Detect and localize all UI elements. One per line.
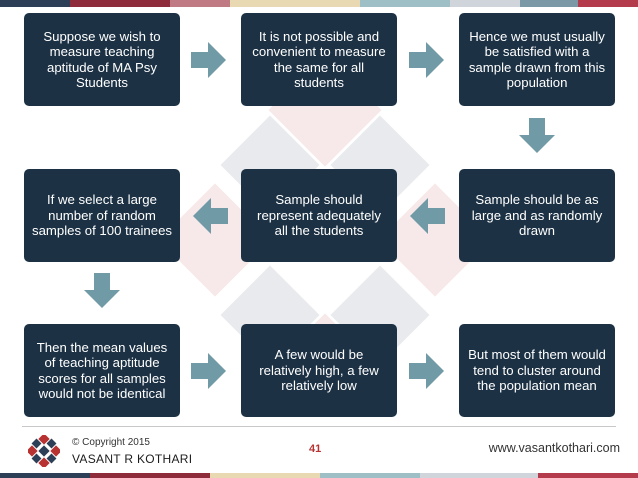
step-text-4: If we select a large number of random samples of 100 trainees <box>32 192 173 239</box>
step-text-9: But most of them would tend to cluster around the population mean <box>468 347 606 394</box>
step-box-3 <box>459 13 615 106</box>
step-box-6 <box>459 169 615 262</box>
step-text-3: Hence we must usually be satisfied with a sample drawn from this population <box>468 28 606 90</box>
arrow-left-icon <box>409 198 445 234</box>
arrow-left-icon <box>192 198 228 234</box>
step-text-6: Sample should be as large and as randomly drawn <box>471 192 603 239</box>
copyright-icon: © <box>72 437 80 448</box>
copyright-notice <box>72 437 150 448</box>
step-box-2 <box>241 13 397 106</box>
page-number: 41 <box>309 443 322 455</box>
arrow-right-icon <box>409 42 445 78</box>
step-box-4 <box>24 169 180 262</box>
step-box-5 <box>241 169 397 262</box>
step-box-7 <box>24 324 180 417</box>
step-box-1 <box>24 13 180 106</box>
vk-logo-icon <box>28 435 60 467</box>
arrow-right-icon <box>191 353 227 389</box>
step-text-5: Sample should represent adequately all the students <box>257 192 381 239</box>
arrow-right-icon <box>191 42 227 78</box>
step-text-2: It is not possible and convenient to measure the same for all students <box>252 28 386 90</box>
step-box-9 <box>459 324 615 417</box>
copyright-text: Copyright 2015 <box>82 437 150 448</box>
step-text-7: Then the mean values of teaching aptitude scores for all samples would not be identical <box>36 339 168 401</box>
arrow-right-icon <box>409 353 445 389</box>
arrow-down-icon <box>519 118 555 154</box>
footer-divider <box>22 426 616 427</box>
top-decorative-bar <box>0 0 638 7</box>
author-name: VASANT R KOTHARI <box>72 452 193 466</box>
step-box-8 <box>241 324 397 417</box>
bottom-decorative-bar <box>0 473 638 478</box>
website-link[interactable]: www.vasantkothari.com <box>488 441 620 455</box>
step-text-1: Suppose we wish to measure teaching aptitude of MA Psy Students <box>43 28 161 90</box>
step-text-8: A few would be relatively high, a few relatively low <box>259 347 379 394</box>
arrow-down-icon <box>84 273 120 309</box>
